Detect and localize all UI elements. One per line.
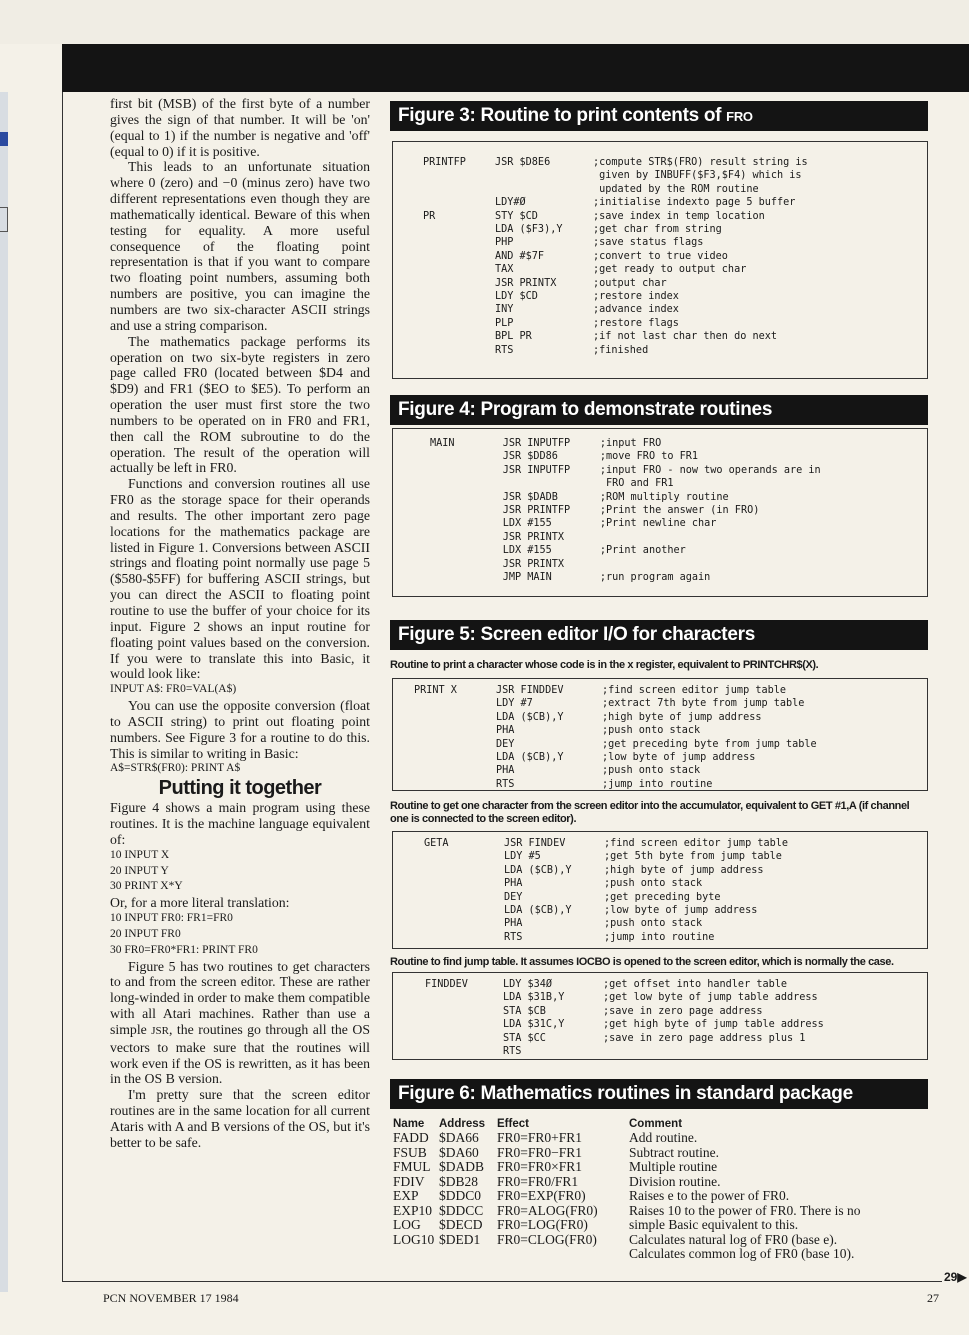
routine-name: FSUB bbox=[393, 1144, 427, 1160]
code-comment: ;Print another bbox=[599, 545, 686, 557]
code-instruction: TAX bbox=[495, 264, 514, 276]
code-label bbox=[414, 697, 496, 710]
code-label bbox=[430, 450, 503, 463]
code-comment: ;move FRO to FR1 bbox=[599, 451, 699, 463]
code-label bbox=[423, 236, 495, 249]
code-label bbox=[424, 850, 504, 863]
routine-name: LOG bbox=[393, 1217, 421, 1232]
code-instruction: JSR $D8E6 bbox=[495, 157, 551, 168]
code-comment: ;get preceding byte bbox=[604, 891, 721, 903]
code-instruction: LDA $31C,Y bbox=[503, 1019, 565, 1031]
code-instruction: RTS bbox=[496, 778, 515, 790]
code-line bbox=[430, 517, 927, 530]
routine-name: FDIV bbox=[393, 1173, 425, 1189]
code-instruction: INY bbox=[495, 304, 514, 316]
code-instruction: RTS bbox=[503, 1046, 522, 1058]
code-comment: given by INBUFF($F3,$F4) which is bbox=[593, 170, 802, 182]
code-comment: ;jump into routine bbox=[604, 931, 715, 943]
code-line bbox=[430, 464, 927, 477]
code-label bbox=[430, 571, 503, 584]
code-instruction: LDY #5 bbox=[504, 851, 541, 863]
code-label bbox=[425, 1032, 503, 1045]
code-line bbox=[423, 169, 923, 182]
figure-4-code bbox=[392, 428, 928, 597]
code-instruction: PHA bbox=[496, 725, 515, 737]
code-comment: ;jump into routine bbox=[602, 778, 713, 790]
code-instruction: JSR FINDDEV bbox=[496, 685, 564, 696]
code-comment: ;low byte of jump address bbox=[602, 752, 756, 764]
routine-comment: Raises e to the power of FR0. bbox=[629, 1188, 790, 1203]
code-label bbox=[430, 464, 503, 477]
table-header-row bbox=[393, 1117, 929, 1131]
code-comment: ;get offset into handler table bbox=[603, 979, 788, 990]
code-comment: ;save in zero page address plus 1 bbox=[603, 1032, 806, 1044]
code-label bbox=[423, 317, 495, 330]
code-comment: ;convert to true video bbox=[593, 250, 728, 262]
code-line bbox=[414, 711, 922, 724]
code-instruction: PHP bbox=[495, 237, 514, 249]
code-line bbox=[424, 904, 924, 917]
code-line bbox=[423, 317, 923, 330]
code-comment: ;high byte of jump address bbox=[604, 864, 764, 876]
code-line bbox=[430, 544, 927, 557]
code-instruction: JSR PRINTFP bbox=[502, 505, 571, 517]
figure-5-caption-2: Routine to get one character from the screen editor into the accumulator, equivalent to GET #1,A (if channel one is connected to the screen editor). bbox=[390, 800, 910, 825]
figure-3-table bbox=[423, 156, 923, 357]
code-label bbox=[430, 558, 503, 571]
code-instruction: JSR $DD86 bbox=[502, 451, 558, 463]
code-label: MAIN bbox=[430, 438, 455, 449]
code-line bbox=[430, 504, 927, 517]
figure-3-code bbox=[392, 141, 928, 379]
code-instruction: LDA ($CB),Y bbox=[504, 864, 572, 876]
code-comment: ;save status flags bbox=[593, 237, 704, 249]
code-comment: ;initialise indexto page 5 buffer bbox=[593, 197, 796, 209]
basic-code-line: 30 FR0=FR0*FR1: PRINT FR0 bbox=[110, 943, 258, 956]
article-column bbox=[110, 96, 370, 1151]
code-comment: ;input FRO - now two operands are in bbox=[599, 464, 821, 476]
routine-comment: Calculates common log of FR0 (base 10). bbox=[629, 1246, 855, 1261]
routine-address: $DED1 bbox=[439, 1231, 481, 1247]
code-instruction: LDA ($CB),Y bbox=[496, 752, 564, 764]
table-row bbox=[393, 1218, 929, 1233]
footer-page-number: 27 bbox=[927, 1291, 939, 1305]
figure-6-title: Figure 6: Mathematics routines in standard package bbox=[390, 1079, 928, 1109]
code-line bbox=[423, 290, 923, 303]
code-label bbox=[423, 223, 495, 236]
code-line bbox=[430, 558, 927, 571]
routine-effect: FR0=CLOG(FR0) bbox=[497, 1231, 597, 1247]
routine-address: $DB28 bbox=[439, 1173, 479, 1189]
code-instruction: JMP MAIN bbox=[502, 572, 552, 584]
routine-address: $DADB bbox=[439, 1159, 485, 1174]
code-line bbox=[423, 236, 923, 249]
code-line bbox=[423, 303, 923, 316]
routine-address: $DA60 bbox=[439, 1144, 479, 1160]
footer-rule bbox=[62, 1281, 942, 1282]
code-instruction bbox=[503, 477, 600, 490]
routine-effect: FR0=FR0/FR1 bbox=[497, 1173, 579, 1189]
code-label bbox=[423, 263, 495, 276]
code-instruction: LDY#Ø bbox=[495, 197, 526, 209]
routine-address: $DA66 bbox=[439, 1130, 479, 1145]
code-label bbox=[430, 544, 503, 557]
code-label bbox=[424, 864, 504, 877]
figure-5-table-1 bbox=[414, 684, 922, 791]
code-instruction: LDY #7 bbox=[496, 698, 533, 710]
figure-3-title bbox=[390, 101, 928, 131]
code-line bbox=[424, 837, 924, 850]
code-instruction: LDY $34Ø bbox=[503, 979, 553, 990]
figure-5-code-2 bbox=[392, 831, 928, 949]
code-comment: ;low byte of jump address bbox=[604, 905, 758, 917]
code-line bbox=[424, 864, 924, 877]
code-line bbox=[430, 477, 927, 490]
routine-comment: Calculates natural log of FR0 (base e). bbox=[629, 1231, 838, 1247]
code-label: PRINTFP bbox=[423, 157, 466, 168]
figure-5-title: Figure 5: Screen editor I/O for characters bbox=[390, 620, 928, 650]
code-line bbox=[423, 277, 923, 290]
table-row bbox=[393, 1189, 929, 1204]
table-row bbox=[393, 1233, 929, 1248]
code-line bbox=[423, 223, 923, 236]
figure-3-title-text: Figure 3: Routine to print contents of bbox=[398, 105, 727, 126]
code-comment: ;push onto stack bbox=[604, 918, 703, 930]
code-label bbox=[414, 738, 496, 751]
figure-4-title: Figure 4: Program to demonstrate routines bbox=[390, 395, 928, 425]
routine-effect: FR0=FR0−FR1 bbox=[497, 1144, 583, 1160]
page-badge: 29▶ bbox=[944, 1270, 967, 1284]
code-label bbox=[423, 183, 495, 196]
code-line bbox=[424, 891, 924, 904]
routine-effect: FR0=EXP(FR0) bbox=[497, 1188, 586, 1203]
routine-effect: FR0=FR0×FR1 bbox=[497, 1159, 583, 1174]
code-instruction: LDA ($F3),Y bbox=[495, 224, 563, 236]
code-instruction: LDA ($CB),Y bbox=[496, 711, 564, 723]
table-row bbox=[393, 1146, 929, 1161]
code-instruction: JSR $DADB bbox=[502, 491, 558, 503]
code-line bbox=[424, 850, 924, 863]
routine-comment: Subtract routine. bbox=[629, 1144, 719, 1160]
code-label bbox=[423, 196, 495, 209]
table-row bbox=[393, 1247, 929, 1262]
code-line bbox=[423, 344, 923, 357]
basic-code-line: 20 INPUT FR0 bbox=[110, 927, 181, 940]
figure-5-code-3 bbox=[392, 972, 928, 1060]
left-gutter-rule bbox=[62, 92, 63, 1282]
code-comment: ;advance index bbox=[593, 304, 679, 316]
figure-5-table-3 bbox=[425, 978, 923, 1058]
code-comment: ;find screen editor jump table bbox=[604, 838, 789, 849]
code-line bbox=[414, 764, 922, 777]
code-label bbox=[430, 517, 503, 530]
basic-code-line: 10 INPUT X bbox=[110, 848, 170, 861]
routine-comment: Add routine. bbox=[629, 1130, 698, 1145]
paragraph-8-text: Figure 5 has two routines to get characters to and from the screen editor. These are rather long-winded in order to make them compatible with all Atari machines. Rather than use a simple bbox=[110, 958, 370, 1037]
code-comment: ;save index in temp location bbox=[593, 210, 765, 222]
paragraph-9: I'm pretty sure that the screen editor routines are in the same location for all current Ataris with A and B versions of the OS, but it's better to be safe. bbox=[110, 1087, 370, 1150]
jsr-keyword: JSR bbox=[151, 1024, 170, 1037]
section-heading: Putting it together bbox=[158, 777, 322, 800]
figure-5-code-1 bbox=[392, 678, 928, 791]
paragraph-4: Functions and conversion routines all use FR0 as the storage space for their operands and results. The other important zero page locations for the mathematics package are listed in Figure 1. Conversions between ASCII strings and floating point normally use page 5 ($580-$5FF) for buffering ASCII strings, but you can direct the ASCII to floating point routine to use the buffer of your choice for its input. Figure 2 shows an input routine for floating point values based on the conversion. If you were to translate this into Basic, it would look like: bbox=[110, 476, 370, 682]
code-label bbox=[425, 1005, 503, 1018]
table-row bbox=[393, 1175, 929, 1190]
column-header: Name bbox=[393, 1118, 425, 1130]
figure-4-table bbox=[430, 437, 927, 584]
code-line bbox=[425, 991, 923, 1004]
code-instruction: JSR PRINTX bbox=[495, 277, 557, 289]
code-label: GETA bbox=[424, 838, 449, 849]
routine-effect: FR0=ALOG(FR0) bbox=[497, 1202, 598, 1218]
code-comment: ;get high byte of jump table address bbox=[603, 1019, 824, 1031]
routine-address: $DDCC bbox=[439, 1202, 484, 1218]
footer-publication: PCN NOVEMBER 17 1984 bbox=[103, 1291, 239, 1305]
code-line bbox=[430, 450, 927, 463]
code-label bbox=[430, 477, 503, 490]
code-comment bbox=[600, 558, 927, 571]
code-label bbox=[414, 751, 496, 764]
code-instruction: JSR PRINTX bbox=[502, 531, 565, 543]
code-label bbox=[423, 330, 495, 343]
code-label bbox=[423, 277, 495, 290]
code-label: FINDDEV bbox=[425, 979, 468, 990]
code-label bbox=[423, 250, 495, 263]
code-comment: ;save in zero page address bbox=[603, 1005, 763, 1017]
code-comment: ;push onto stack bbox=[604, 878, 703, 890]
code-label bbox=[423, 290, 495, 303]
code-comment: ;restore flags bbox=[593, 317, 679, 329]
routine-name bbox=[393, 1247, 439, 1262]
routine-address: $DDC0 bbox=[439, 1188, 482, 1203]
page-badge-number: 29 bbox=[944, 1270, 958, 1284]
code-instruction: RTS bbox=[504, 931, 523, 943]
header-black-bar bbox=[62, 44, 969, 92]
code-label: PRINT X bbox=[414, 685, 457, 696]
code-line bbox=[414, 751, 922, 764]
code-comment: ;get ready to output char bbox=[593, 264, 747, 276]
column-header: Comment bbox=[629, 1118, 683, 1130]
routine-name: FADD bbox=[393, 1130, 429, 1145]
paragraph-8-text-end: , the routines go through all the OS vectors to make sure that the routines will work even if the OS is rewritten, as it has been in the OS B version. bbox=[110, 1021, 370, 1087]
code-label bbox=[425, 1045, 503, 1058]
column-header: Address bbox=[439, 1118, 486, 1130]
routine-comment: Multiple routine bbox=[629, 1159, 718, 1174]
code-instruction: LDX #155 bbox=[502, 518, 552, 530]
adjacent-page-strip bbox=[0, 92, 8, 1292]
code-line bbox=[424, 931, 924, 944]
code-line bbox=[430, 491, 927, 504]
code-comment: ;get char from string bbox=[593, 224, 722, 236]
table-row bbox=[393, 1160, 929, 1175]
routine-address: $DECD bbox=[439, 1217, 483, 1232]
code-label bbox=[424, 877, 504, 890]
code-instruction: PHA bbox=[504, 918, 523, 930]
code-line bbox=[414, 684, 922, 697]
paragraph-1: first bit (MSB) of the first byte of a number gives the sign of that number. It will be 'on' (equal to 1) if the number is negative and 'off' (equal to 0) if it is positive. bbox=[110, 96, 370, 159]
column-header: Effect bbox=[497, 1118, 529, 1130]
code-instruction: STY $CD bbox=[495, 210, 538, 222]
code-label bbox=[414, 764, 496, 777]
paragraph-7: Or, for a more literal translation: bbox=[110, 895, 290, 911]
code-label: PR bbox=[423, 210, 436, 222]
routine-name: EXP bbox=[393, 1188, 419, 1203]
code-instruction: JSR PRINTX bbox=[502, 558, 565, 570]
basic-code-2: A$=STR$(FR0): PRINT A$ bbox=[110, 762, 241, 775]
code-comment: FRO and FR1 bbox=[599, 478, 674, 490]
code-comment bbox=[600, 531, 927, 544]
routine-comment: Division routine. bbox=[629, 1173, 721, 1189]
code-line bbox=[414, 738, 922, 751]
figure-6-table bbox=[393, 1117, 929, 1262]
code-line bbox=[425, 1045, 923, 1058]
basic-code-line: 10 INPUT FR0: FR1=FR0 bbox=[110, 912, 233, 925]
code-comment: ;get preceding byte from jump table bbox=[602, 738, 817, 750]
code-line bbox=[423, 210, 923, 223]
figure-6-math-table bbox=[393, 1117, 933, 1262]
code-comment: ;if not last char then do next bbox=[593, 331, 778, 343]
figure-5-table-2 bbox=[424, 837, 924, 944]
code-line bbox=[414, 724, 922, 737]
code-instruction: LDA ($CB),Y bbox=[504, 905, 572, 917]
code-instruction: DEY bbox=[496, 738, 515, 750]
code-line bbox=[425, 1018, 923, 1031]
code-comment: ;get low byte of jump table address bbox=[603, 992, 818, 1004]
code-instruction: JSR FINDEV bbox=[504, 838, 566, 849]
code-label bbox=[424, 917, 504, 930]
code-line bbox=[423, 156, 923, 169]
code-comment: ;get 5th byte from jump table bbox=[604, 851, 782, 863]
code-instruction: LDA $31B,Y bbox=[503, 992, 565, 1004]
code-line bbox=[425, 978, 923, 991]
code-label bbox=[414, 724, 496, 737]
routine-name: EXP10 bbox=[393, 1202, 433, 1218]
code-instruction: JSR INPUTFP bbox=[502, 464, 571, 476]
routine-effect: FR0=LOG(FR0) bbox=[497, 1217, 588, 1232]
figure-5-caption-1: Routine to print a character whose code is in the x register, equivalent to PRINTCHR$(X). bbox=[390, 659, 819, 671]
code-instruction: PHA bbox=[496, 765, 515, 777]
code-label bbox=[424, 891, 504, 904]
code-comment: ;run program again bbox=[599, 572, 711, 584]
code-line bbox=[414, 778, 922, 791]
routine-name: FMUL bbox=[393, 1159, 431, 1174]
code-comment: ;extract 7th byte from jump table bbox=[602, 698, 805, 710]
code-instruction: RTS bbox=[495, 344, 514, 356]
code-label bbox=[430, 491, 503, 504]
code-label bbox=[430, 504, 503, 517]
code-line bbox=[423, 330, 923, 343]
paragraph-2: This leads to an unfortunate situation where 0 (zero) and −0 (minus zero) have two different representations even though they are mathematically identical. Beware of this when testing for equality. A more useful consequence of the floating point representation is that if you want to compare two floating point numbers, assuming both numbers are positive, you can imagine the numbers are two six-character ASCII strings and use a string comparison. bbox=[110, 159, 370, 333]
table-row bbox=[393, 1131, 929, 1146]
code-comment: ;finished bbox=[593, 344, 649, 356]
code-label bbox=[423, 344, 495, 357]
code-instruction: AND #$7F bbox=[495, 250, 545, 262]
code-comment: ;ROM multiply routine bbox=[599, 491, 729, 503]
code-label bbox=[424, 904, 504, 917]
code-line bbox=[423, 196, 923, 209]
code-line bbox=[430, 571, 927, 584]
code-label bbox=[424, 931, 504, 944]
code-line bbox=[424, 917, 924, 930]
code-label bbox=[423, 303, 495, 316]
code-line bbox=[423, 183, 923, 196]
routine-address bbox=[439, 1247, 497, 1262]
code-line bbox=[425, 1032, 923, 1045]
code-comment: ;high byte of jump address bbox=[602, 711, 762, 723]
code-line bbox=[423, 250, 923, 263]
basic-code-1: INPUT A$: FR0=VAL(A$) bbox=[110, 683, 237, 696]
figure-3-title-small: FRO bbox=[726, 109, 753, 124]
routine-effect bbox=[497, 1247, 629, 1262]
paragraph-6: Figure 4 shows a main program using these routines. It is the machine language equivalent of: bbox=[110, 800, 370, 847]
basic-code-line: 30 PRINT X*Y bbox=[110, 880, 183, 893]
code-comment: ;restore index bbox=[593, 291, 679, 303]
basic-code-line: 20 INPUT Y bbox=[110, 864, 169, 877]
code-comment: ;output char bbox=[593, 277, 667, 289]
code-line bbox=[430, 531, 927, 544]
code-comment: ;Print newline char bbox=[599, 518, 717, 530]
table-row bbox=[393, 1204, 929, 1219]
code-instruction bbox=[495, 183, 593, 196]
code-label bbox=[414, 778, 496, 791]
routine-comment: Raises 10 to the power of FR0. There is no bbox=[629, 1202, 861, 1218]
code-instruction bbox=[495, 169, 593, 182]
code-instruction: DEY bbox=[504, 891, 523, 903]
code-instruction: PHA bbox=[504, 878, 523, 890]
code-label bbox=[414, 711, 496, 724]
code-comment: ;push onto stack bbox=[602, 725, 701, 737]
code-line bbox=[414, 697, 922, 710]
code-label bbox=[425, 991, 503, 1004]
code-comment: ;input FRO bbox=[599, 438, 662, 449]
code-comment bbox=[603, 1045, 923, 1058]
paragraph-5: You can use the opposite conversion (float to ASCII string) to print out floating point numbers. See Figure 3 for a routine to do this. This is similar to writing in Basic: bbox=[110, 698, 370, 761]
code-instruction: STA $CB bbox=[503, 1005, 546, 1017]
code-label bbox=[423, 169, 495, 182]
code-instruction: LDX #155 bbox=[502, 545, 552, 557]
code-comment: ;compute STR$(FRO) result string is bbox=[593, 157, 808, 168]
code-comment: updated by the ROM routine bbox=[593, 183, 759, 195]
code-line bbox=[425, 1005, 923, 1018]
code-instruction: STA $CC bbox=[503, 1032, 546, 1044]
code-comment: ;push onto stack bbox=[602, 765, 701, 777]
routine-comment: simple Basic equivalent to this. bbox=[629, 1217, 799, 1232]
code-comment: ;Print the answer (in FRO) bbox=[599, 505, 760, 517]
code-instruction: JSR INPUTFP bbox=[502, 438, 571, 449]
blue-mark bbox=[0, 132, 8, 146]
routine-effect: FR0=FR0+FR1 bbox=[497, 1130, 583, 1145]
paragraph-8 bbox=[110, 959, 370, 1088]
code-comment: ;find screen editor jump table bbox=[602, 685, 787, 696]
code-line bbox=[423, 263, 923, 276]
code-instruction: LDY $CD bbox=[495, 291, 538, 303]
code-line bbox=[430, 437, 927, 450]
page-top-margin bbox=[0, 0, 969, 44]
code-instruction: BPL PR bbox=[495, 331, 532, 343]
code-instruction: PLP bbox=[495, 317, 514, 329]
code-label bbox=[430, 531, 503, 544]
figure-5-caption-3: Routine to find jump table. It assumes IOCBO is opened to the screen editor, which is normally the case. bbox=[390, 956, 894, 968]
paragraph-3: The mathematics package performs its operation on two six-byte registers in zero page called FR0 (located between $D4 and $D9) and FR1 ($EO to $E5). To perform an operation the user must first store the two numbers to be operated on in FR0 and FR1, then call the ROM subroutine to do the operation. The result of the operation will actually be left in FR0. bbox=[110, 333, 370, 476]
routine-name: LOG10 bbox=[393, 1231, 435, 1247]
code-line bbox=[424, 877, 924, 890]
strip-box bbox=[0, 207, 8, 232]
code-label bbox=[425, 1018, 503, 1031]
